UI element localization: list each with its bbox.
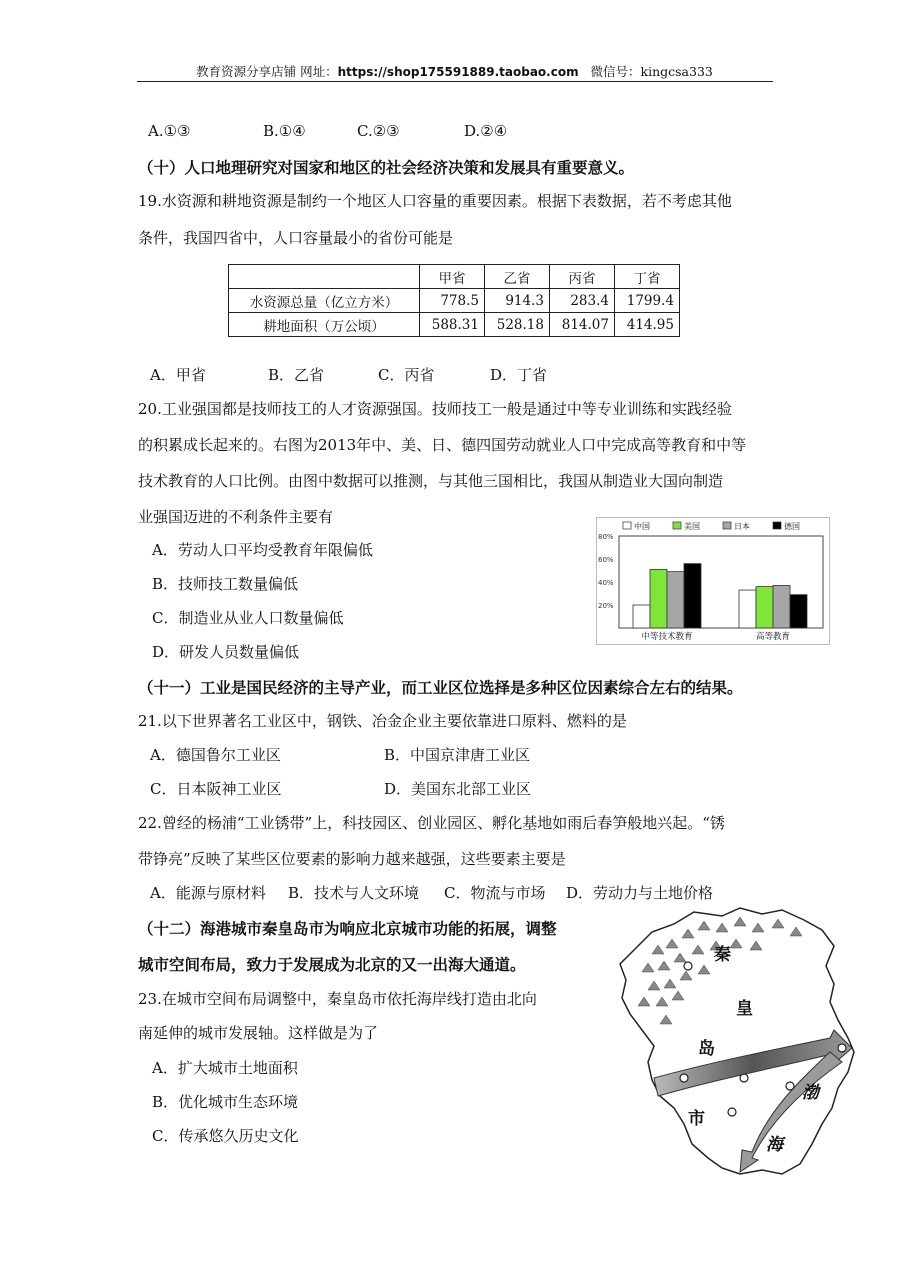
q21-stem: 21.以下世界著名工业区中，钢铁、冶金企业主要依靠进口原料、燃料的是 [138,712,627,730]
q22-line2: 带铮亮”反映了某些区位要素的影响力越来越强，这些要素主要是 [138,850,566,868]
bar [790,595,807,628]
chart-svg [597,518,829,644]
q18-option-d: D.②④ [464,122,508,140]
education-bar-chart [596,517,830,645]
table-corner-cell [229,265,420,289]
bar [739,590,756,628]
table-header-row [229,265,680,289]
bar [633,605,650,628]
map-label-shi: 市 [688,1109,705,1129]
map-label-bo: 渤 [802,1083,819,1103]
q18-option-a: A.①③ [148,122,191,140]
legend-swatch [773,522,781,529]
q20-option-a: A．劳动人口平均受教育年限偏低 [152,541,373,559]
table-cell: 283.4 [550,289,615,313]
q21-option-d: D．美国东北部工业区 [384,780,532,798]
q20-option-b: B．技师技工数量偏低 [152,575,299,593]
table-cell: 778.5 [420,289,485,313]
table-row [229,289,680,313]
q23-line1: 23.在城市空间布局调整中，秦皇岛市依托海岸线打造由北向 [138,990,537,1008]
map-svg [612,902,862,1192]
table-cell: 914.3 [485,289,550,313]
table-row-label: 耕地面积（万公顷） [229,313,420,337]
table-cell: 588.31 [420,313,485,337]
q18-option-b: B.①④ [263,122,306,140]
q22-line1: 22.曾经的杨浦“工业锈带”上，科技园区、创业园区、孵化基地如雨后春笋般地兴起。“锈 [138,814,725,832]
q22-option-c: C．物流与市场 [444,884,546,902]
q23-line2: 南延伸的城市发展轴。这样做是为了 [138,1024,379,1042]
bar [667,572,684,628]
qinhuangdao-map [612,902,862,1192]
section11-heading: （十一）工业是国民经济的主导产业，而工业区位选择是多种区位因素综合左右的结果。 [138,678,743,697]
y-tick-label: 60% [598,556,614,564]
map-label-hai: 海 [766,1135,783,1155]
table-cell: 414.95 [615,313,680,337]
q23-option-b: B．优化城市生态环境 [152,1093,299,1111]
q20-line3: 技术教育的人口比例。由图中数据可以推测，与其他三国相比，我国从制造业大国向制造 [138,472,724,490]
q19-option-c: C．丙省 [378,366,435,384]
legend-label: 日本 [734,522,750,531]
header-url: https://shop175591889.taobao.com [337,65,579,79]
legend-swatch [623,522,631,529]
y-tick-label: 40% [598,579,614,587]
q20-line1: 20.工业强国都是技师技工的人才资源强国。技师技工一般是通过中等专业训练和实践经验 [138,400,732,418]
q20-line4: 业强国迈进的不利条件主要有 [138,508,334,526]
q19-option-d: D．丁省 [490,366,548,384]
q22-option-a: A．能源与原材料 [150,884,266,902]
q22-option-d: D．劳动力与土地价格 [566,884,714,902]
table-header-cell: 甲省 [420,265,485,289]
map-label-dao: 岛 [698,1039,715,1059]
table-header-cell: 丁省 [615,265,680,289]
q19-line1: 19.水资源和耕地资源是制约一个地区人口容量的重要因素。根据下表数据，若不考虑其他 [138,192,732,210]
bar [756,587,773,628]
map-label-huang: 皇 [736,999,753,1019]
legend-label: 中国 [634,522,650,531]
q19-option-a: A．甲省 [150,366,206,384]
q19-option-b: B．乙省 [268,366,325,384]
legend-label: 德国 [784,522,800,531]
map-label-qin: 秦 [714,945,731,965]
bar [773,585,790,628]
q20-line2: 的积累成长起来的。右图为2013年中、美、日、德四国劳动就业人口中完成高等教育和中等 [138,436,747,454]
header-prefix: 教育资源分享店铺 网址： [196,64,338,79]
q20-option-d: D．研发人员数量偏低 [152,643,300,661]
x-category-label: 高等教育 [755,632,791,642]
q18-option-c: C.②③ [357,122,400,140]
bar [650,569,667,628]
table-cell: 528.18 [485,313,550,337]
q20-option-c: C．制造业从业人口数量偏低 [152,609,344,627]
table-row [229,313,680,337]
legend-label: 美国 [684,522,700,531]
section10-heading: （十）人口地理研究对国家和地区的社会经济决策和发展具有重要意义。 [138,158,635,177]
q21-option-a: A．德国鲁尔工业区 [150,746,281,764]
table-header-cell: 乙省 [485,265,550,289]
q22-option-b: B．技术与人文环境 [288,884,420,902]
q21-option-c: C．日本阪神工业区 [150,780,282,798]
q19-line2: 条件，我国四省中，人口容量最小的省份可能是 [138,229,454,247]
legend-swatch [673,522,681,529]
y-tick-label: 80% [598,533,614,541]
q23-option-a: A．扩大城市土地面积 [152,1059,298,1077]
q19-table [228,264,680,337]
page-header [0,62,909,80]
section12-heading-line1: （十二）海港城市秦皇岛市为响应北京城市功能的拓展，调整 [138,919,557,938]
legend-swatch [723,522,731,529]
header-divider [137,81,773,82]
header-wechat: 微信号：kingcsa333 [590,64,713,79]
table-header-cell: 丙省 [550,265,615,289]
table-row-label: 水资源总量（亿立方米） [229,289,420,313]
bar [684,564,701,628]
q21-option-b: B．中国京津唐工业区 [384,746,531,764]
q23-option-c: C．传承悠久历史文化 [152,1127,299,1145]
x-category-label: 中等技术教育 [641,632,693,642]
y-tick-label: 20% [598,602,614,610]
table-cell: 1799.4 [615,289,680,313]
section12-heading-line2: 城市空间布局，致力于发展成为北京的又一出海大通道。 [138,955,526,974]
table-cell: 814.07 [550,313,615,337]
